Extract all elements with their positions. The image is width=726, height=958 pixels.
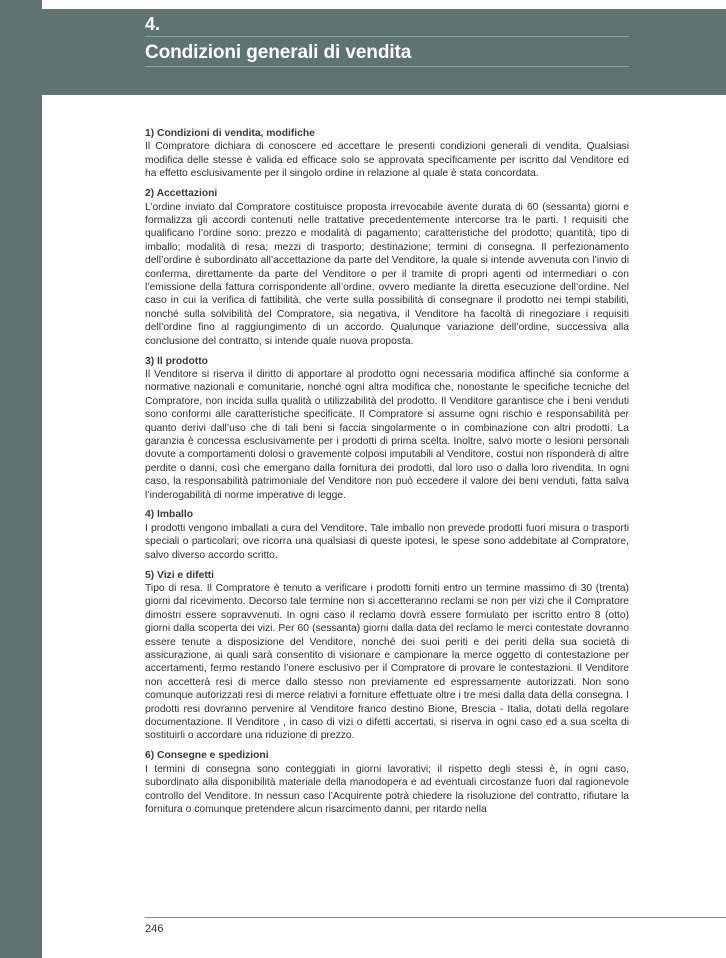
section-text: I termini di consegna sono conteggiati in giorni lavorativi; il rispetto degli stessi è, in ogni caso, subordinato alla disponibilità materiale della manodopera e ad eventuali circostanze fuori dal ragionevole controllo del Venditore. In nessun caso l’Acquirente potrà chiedere la risoluzione del contratto, rifiutare la fornitura o comunque pretendere alcun risarcimento danni, per ritardo nella xyxy=(145,763,629,815)
section-heading: 4) Imballo xyxy=(145,509,194,521)
document-body xyxy=(145,127,629,823)
section-heading: 6) Consegne e spedizioni xyxy=(145,750,269,762)
section-defects xyxy=(145,569,629,743)
section-conditions xyxy=(145,127,629,181)
chapter-number: 4. xyxy=(145,14,161,34)
header-rule-top xyxy=(145,36,629,37)
section-heading: 3) Il prodotto xyxy=(145,355,208,367)
section-heading: 1) Condizioni di vendita, modifiche xyxy=(145,128,315,139)
section-text: L’ordine inviato dal Compratore costituisce proposta irrevocabile avente durata di 60 (sessanta) giorni e formalizza gli accordi contenuti nelle trattative precedentemente intercorse tra le parti. I requisiti che qualificano l’ordine sono: prezzo e modalità di pagamento; caratteristiche del prodotto; quantità; tipo di imballo; modalità di resa; mezzi di trasporto; destinazione; termini di consegna. Il perfezionamento dell’ordine è subordinato all’accettazione da parte del Venditore, la quale si intende avvenuta con l’invio di conferma, direttamente da parte del Venditore o per il tramite di propri agenti od intermediari o con l’emissione della fattura corrispondente all’ordine, ovvero mediante la diretta esecuzione dell’ordine. Nel caso in cui la verifica di fattibilità, che verte sulla possibilità di consegnare il prodotto nei tempi stabiliti, nonché sulla solvibilità del Compratore, sia negativa, il Venditore ha facoltà di rinegoziare i requisiti dell’ordine fino al raggiungimento di un accordo. Qualunque variazione dell’ordine, successiva alla conclusione del contratto, si intende quale nuova proposta. xyxy=(145,201,629,347)
section-text: Tipo di resa. Il Compratore è tenuto a verificare i prodotti forniti entro un termine massimo di 30 (trenta) giorni dal ricevimento. Decorso tale termine non si accetteranno reclami se non per vizi che il Compratore dimostri essere sopravvenuti. In ogni caso il reclamo dovrà essere formulato per iscritto entro 8 (otto) giorni dalla scoperta dei vizi. Per 60 (sessanta) giorni dalla data del reclamo le merci contestate dovranno essere tenute a disposizione del Venditore, nonché dei suoi periti e dei periti della sua società di assicurazione, ai quali sarà consentito di visionare e campionare la merce oggetto di contestazione per accertamenti, fermo restando l’onere esclusivo per il Compratore di provare le contestazioni. Il Venditore non accetterà resi di merce dallo stesso non previamente ed espressamente autorizzati. Non sono comunque autorizzati resi di merce relativi a forniture effettuate oltre i tre mesi dalla data della consegna. I prodotti resi dovranno pervenire al Venditore franco destino Bione, Brescia - Italia, dotati della regolare documentazione. Il Venditore , in caso di vizi o difetti accertati, si riserva in ogni caso ed a sua scelta di sostituirli o accordare una riduzione di prezzo. xyxy=(145,583,629,742)
chapter-title: Condizioni generali di vendita xyxy=(145,42,412,63)
left-sidebar-band xyxy=(0,0,42,958)
footer-rule xyxy=(145,917,726,918)
section-text: Il Venditore si riserva il diritto di apportare al prodotto ogni necessaria modifica affinché sia conforme a normative nazionali e comunitarie, nonché ogni altra modifica che, nonostante le specifiche tecniche del Compratore, non incida sulla qualità o utilizzabilità del prodotto. Il Venditore garantisce che i beni venduti sono conformi alle caratteristiche specificate. Il Compratore si assume ogni rischio e responsabilità per quanto derivi dall’uso che di tali beni si faccia singolarmente o in combinazione con altri prodotti. La garanzia è concessa esclusivamente per i prodotti di prima scelta. Inoltre, salvo morte o lesioni personali dovute a comportamenti dolosi o gravemente colposi imputabili al Venditore, costui non risponderà di altre perdite o danni, così che emergano dalla fornitura dei prodotti, dal loro uso o dalla loro rivendita. In ogni caso, la responsabilità patrimoniale del Venditore non può eccedere il valore dei beni venduti, fatta salva l’inderogabilità di norme imperative di legge. xyxy=(145,368,629,501)
section-packaging xyxy=(145,508,629,562)
header-top-gap xyxy=(42,0,726,9)
section-text: I prodotti vengono imballati a cura del Venditore. Tale imballo non prevede prodotti fuori misura o trasporti speciali o particolari; ove ricorra una qualsiasi di queste ipotesi, le spese sono addebitate al Compratore, salvo diverso accordo scritto. xyxy=(145,522,629,561)
section-heading: 2) Accettazioni xyxy=(145,188,218,200)
section-product xyxy=(145,355,629,502)
section-text: Il Compratore dichiara di conoscere ed accettare le presenti condizioni generali di vendita. Qualsiasi modifica delle stesse è valida ed efficace solo se approvata specificamente per iscritto dal Venditore ed ha effetto esclusivamente per il singolo ordine in relazione al quale è stata concordata. xyxy=(145,141,629,180)
section-deliveries xyxy=(145,749,629,816)
page-number: 246 xyxy=(145,923,164,935)
section-heading: 5) Vizi e difetti xyxy=(145,569,215,581)
header-rule-bottom xyxy=(145,66,629,67)
section-acceptance xyxy=(145,187,629,348)
